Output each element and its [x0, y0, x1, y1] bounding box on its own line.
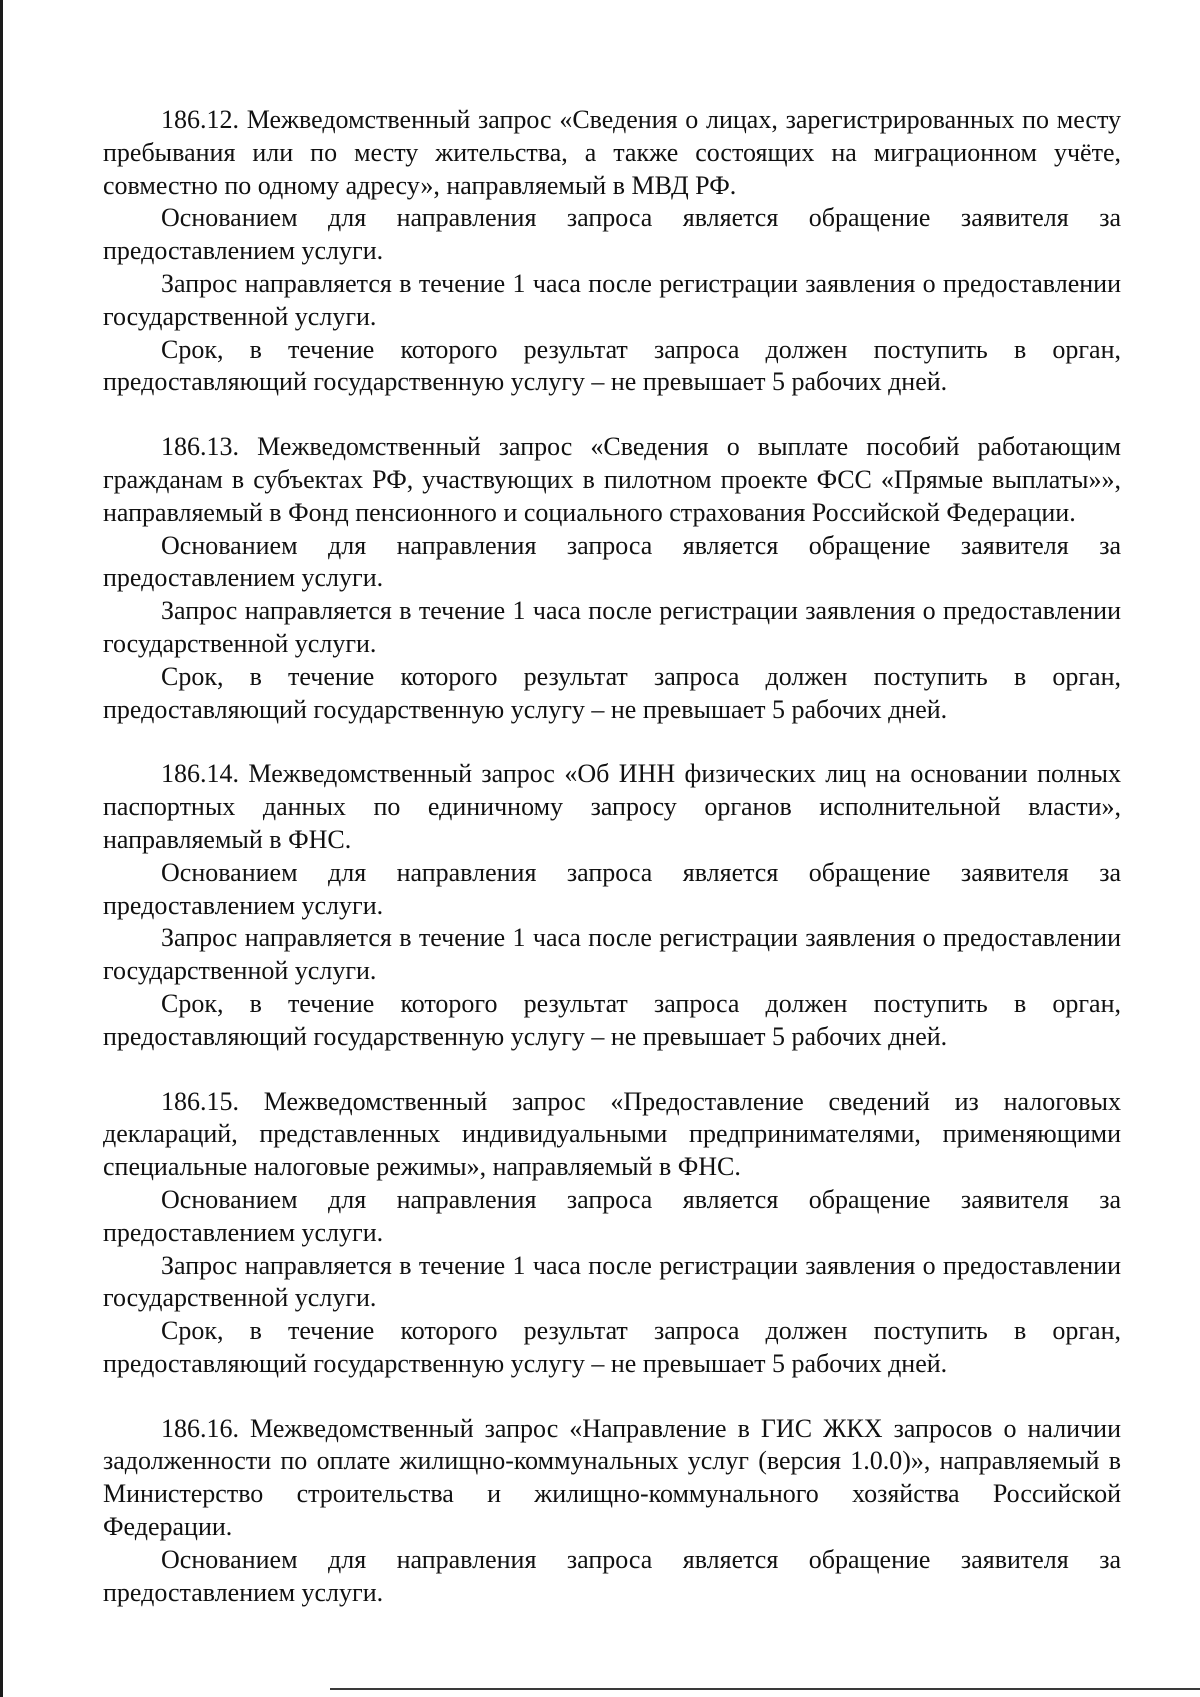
section-186-13: [103, 431, 1121, 726]
section-basis: Основанием для направления запроса является обращение заявителя за предоставлением услуги.: [103, 1544, 1121, 1607]
section-heading: 186.15. Межведомственный запрос «Предоставление сведений из налоговых деклараций, представленных индивидуальными предпринимателями, применяющими специальные налоговые режимы», направляемый в ФНС.: [103, 1086, 1121, 1182]
section-timing: Запрос направляется в течение 1 часа после регистрации заявления о предоставлении государственной услуги.: [103, 596, 1121, 658]
section-basis: Основанием для направления запроса является обращение заявителя за предоставлением услуги.: [103, 203, 1121, 266]
section-basis: Основанием для направления запроса является обращение заявителя за предоставлением услуги.: [103, 530, 1121, 593]
document-body: [103, 104, 1121, 1609]
section-deadline: Срок, в течение которого результат запроса должен поступить в орган, предоставляющий государственную услугу – не превышает 5 рабочих дней.: [103, 661, 1121, 724]
section-heading: 186.16. Межведомственный запрос «Направление в ГИС ЖКХ запросов о наличии задолженности по оплате жилищно-коммунальных услуг (версия 1.0.0)», направляемый в Министерство строительства и жилищно-коммунального хозяйства Российской Федерации.: [103, 1413, 1121, 1542]
section-186-12: [103, 104, 1121, 399]
section-heading: 186.14. Межведомственный запрос «Об ИНН физических лиц на основании полных паспортных данных по единичному запросу органов исполнительной власти», направляемый в ФНС.: [103, 759, 1121, 854]
section-basis: Основанием для направления запроса является обращение заявителя за предоставлением услуги.: [103, 1184, 1121, 1247]
section-timing: Запрос направляется в течение 1 часа после регистрации заявления о предоставлении государственной услуги.: [103, 923, 1121, 986]
section-deadline: Срок, в течение которого результат запроса должен поступить в орган, предоставляющий государственную услугу – не превышает 5 рабочих дней.: [103, 1316, 1121, 1378]
section-basis: Основанием для направления запроса является обращение заявителя за предоставлением услуги.: [103, 857, 1121, 920]
section-deadline: Срок, в течение которого результат запроса должен поступить в орган, предоставляющий государственную услугу – не превышает 5 рабочих дней.: [103, 988, 1121, 1051]
section-heading: 186.12. Межведомственный запрос «Сведения о лицах, зарегистрированных по месту пребывания или по месту жительства, а также состоящих на миграционном учёте, совместно по одному адресу», направляемый в МВД РФ.: [103, 105, 1121, 200]
section-186-16: [103, 1413, 1121, 1610]
section-timing: Запрос направляется в течение 1 часа после регистрации заявления о предоставлении государственной услуги.: [103, 268, 1121, 331]
section-timing: Запрос направляется в течение 1 часа после регистрации заявления о предоставлении государственной услуги.: [103, 1250, 1121, 1313]
section-deadline: Срок, в течение которого результат запроса должен поступить в орган, предоставляющий государственную услугу – не превышает 5 рабочих дней.: [103, 334, 1121, 397]
section-186-14: [103, 758, 1121, 1053]
scan-bottom-edge: [330, 1688, 1200, 1690]
section-186-15: [103, 1086, 1121, 1381]
section-heading: 186.13. Межведомственный запрос «Сведения о выплате пособий работающим гражданам в субъектах РФ, участвующих в пилотном проекте ФСС «Прямые выплаты»», направляемый в Фонд пенсионного и социального страхования Российской Федерации.: [103, 432, 1121, 527]
scan-left-edge: [0, 0, 3, 1697]
